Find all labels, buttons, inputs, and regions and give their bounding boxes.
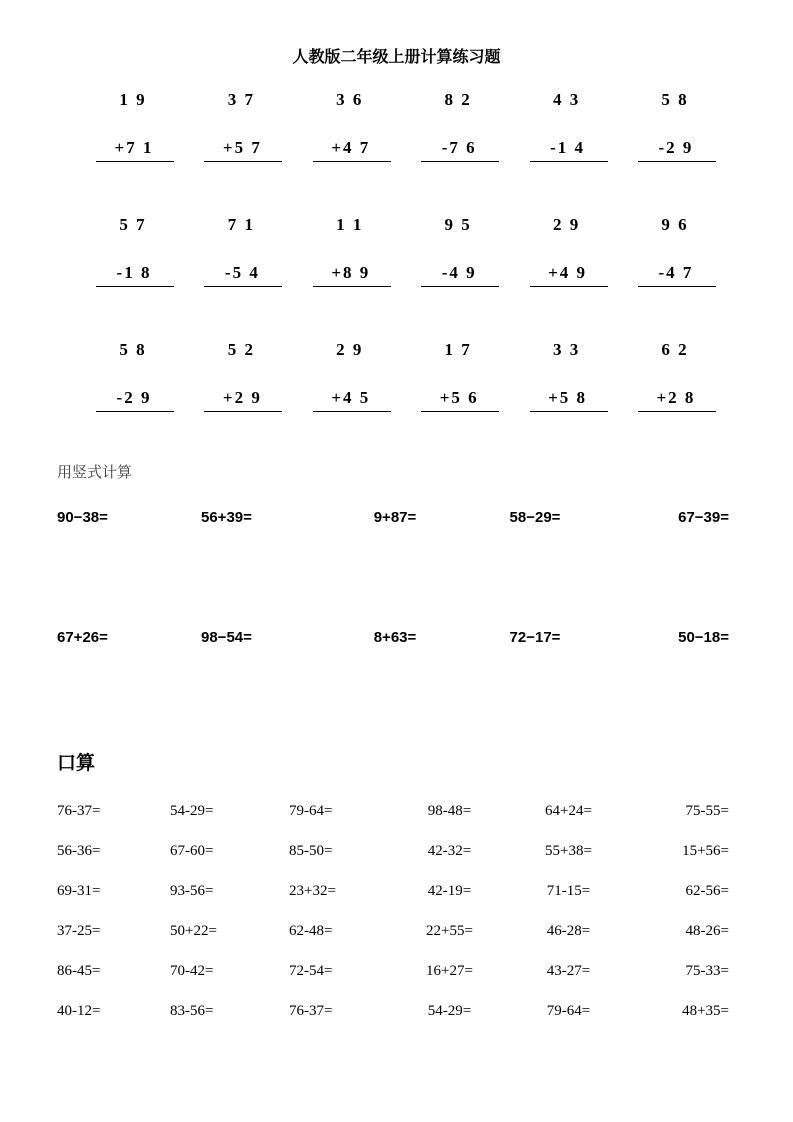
vertical-problem	[96, 88, 174, 162]
operand-bottom: -2 9	[96, 386, 174, 412]
operand-top: 6 2	[661, 340, 689, 359]
operand-top: 2 9	[336, 340, 364, 359]
vertical-problem	[313, 213, 391, 287]
problem-cell: 98−54=	[201, 629, 252, 646]
vertical-problem	[638, 88, 716, 162]
mental-row	[57, 911, 729, 951]
operand-bottom: +5 7	[204, 136, 282, 162]
written-problems-row-2	[57, 628, 729, 648]
operand-top: 5 8	[119, 340, 147, 359]
spacer	[530, 237, 608, 261]
spacer	[421, 362, 499, 386]
spacer	[530, 112, 608, 136]
section-heading-written-form: 用竖式计算	[57, 465, 133, 481]
operand-bottom: +7 1	[96, 136, 174, 162]
problem-cell: 71-15=	[546, 882, 591, 899]
mental-row	[57, 791, 729, 831]
spacer	[204, 112, 282, 136]
operand-top: 9 6	[661, 215, 689, 234]
spacer	[313, 237, 391, 261]
problem-cell: 48-26=	[685, 922, 729, 939]
problem-cell: 43-27=	[546, 962, 591, 979]
problem-cell: 48+35=	[682, 1002, 729, 1019]
problem-cell: 54-29=	[427, 1002, 472, 1019]
vertical-problem	[313, 88, 391, 162]
vertical-problem	[530, 338, 608, 412]
vertical-problem	[530, 88, 608, 162]
problem-cell: 85-50=	[289, 842, 333, 859]
problem-cell: 23+32=	[289, 882, 336, 899]
problem-cell: 83-56=	[170, 1002, 214, 1019]
problem-cell: 40-12=	[57, 1002, 101, 1019]
vertical-problem	[421, 88, 499, 162]
spacer	[96, 362, 174, 386]
spacer	[204, 362, 282, 386]
problem-cell: 72−17=	[509, 629, 561, 646]
operand-bottom: +5 8	[530, 386, 608, 412]
spacer	[638, 237, 716, 261]
vertical-problems-row-3	[96, 338, 716, 412]
spacer	[96, 237, 174, 261]
vertical-problem	[421, 213, 499, 287]
vertical-problems-row-2	[96, 213, 716, 287]
problem-cell: 67+26=	[57, 629, 108, 646]
operand-bottom: -1 8	[96, 261, 174, 287]
operand-top: 5 8	[661, 90, 689, 109]
mental-math-grid	[57, 791, 729, 1031]
problem-cell: 15+56=	[682, 842, 729, 859]
problem-cell: 79-64=	[289, 802, 333, 819]
problem-cell: 56-36=	[57, 842, 101, 859]
operand-top: 3 6	[336, 90, 364, 109]
mental-row	[57, 831, 729, 871]
written-problems-row-1	[57, 508, 729, 528]
operand-top: 1 7	[444, 340, 472, 359]
problem-cell: 37-25=	[57, 922, 101, 939]
problem-cell: 62-48=	[289, 922, 333, 939]
problem-cell: 9+87=	[373, 509, 417, 526]
problem-cell: 16+27=	[426, 962, 473, 979]
vertical-problem	[96, 213, 174, 287]
spacer	[313, 112, 391, 136]
operand-bottom: -4 9	[421, 261, 499, 287]
vertical-row	[96, 338, 716, 412]
problem-cell: 50−18=	[678, 629, 729, 646]
problem-cell: 22+55=	[426, 922, 473, 939]
operand-top: 3 3	[552, 340, 581, 359]
vertical-problem	[204, 88, 282, 162]
problem-cell: 98-48=	[427, 802, 472, 819]
operand-bottom: -5 4	[204, 261, 282, 287]
spacer	[421, 112, 499, 136]
spacer	[204, 237, 282, 261]
operand-bottom: +4 5	[313, 386, 391, 412]
operand-bottom: +4 9	[530, 261, 608, 287]
vertical-problem	[313, 338, 391, 412]
page-title: 人教版二年级上册计算练习题	[292, 49, 501, 66]
operand-bottom: +4 7	[313, 136, 391, 162]
problem-cell: 55+38=	[545, 842, 592, 859]
problem-cell: 76-37=	[57, 802, 101, 819]
operand-top: 7 1	[227, 215, 256, 234]
problem-cell: 42-19=	[427, 882, 472, 899]
problem-cell: 69-31=	[57, 882, 101, 899]
problem-cell: 76-37=	[289, 1002, 333, 1019]
problem-cell: 72-54=	[289, 962, 333, 979]
operand-top: 5 2	[227, 340, 256, 359]
problem-cell: 54-29=	[170, 802, 214, 819]
operand-bottom: -2 9	[638, 136, 716, 162]
problem-cell: 8+63=	[373, 629, 417, 646]
vertical-problem	[638, 213, 716, 287]
operand-bottom: -4 7	[638, 261, 716, 287]
spacer	[638, 362, 716, 386]
vertical-problem	[530, 213, 608, 287]
operand-bottom: -7 6	[421, 136, 499, 162]
problem-cell: 93-56=	[170, 882, 214, 899]
operand-bottom: +8 9	[313, 261, 391, 287]
spacer	[530, 362, 608, 386]
operand-bottom: -1 4	[530, 136, 608, 162]
problem-cell: 79-64=	[546, 1002, 591, 1019]
operand-bottom: +2 8	[638, 386, 716, 412]
vertical-problems-row-1	[96, 88, 716, 162]
mental-row	[57, 951, 729, 991]
operand-top: 9 5	[444, 215, 472, 234]
spacer	[96, 112, 174, 136]
operand-top: 1 9	[119, 90, 147, 109]
operand-top: 1 1	[336, 215, 364, 234]
problem-cell: 90−38=	[57, 509, 108, 526]
problem-cell: 58−29=	[509, 509, 561, 526]
section-heading-mental-math: 口算	[57, 753, 96, 774]
problem-cell: 75-55=	[685, 802, 729, 819]
vertical-row	[96, 213, 716, 287]
vertical-problem	[96, 338, 174, 412]
problem-cell: 62-56=	[685, 882, 729, 899]
operand-top: 3 7	[227, 90, 256, 109]
operand-top: 4 3	[552, 90, 581, 109]
problem-cell: 56+39=	[201, 509, 252, 526]
vertical-problem	[204, 213, 282, 287]
spacer	[638, 112, 716, 136]
mental-row	[57, 871, 729, 911]
operand-top: 8 2	[444, 90, 472, 109]
problem-cell: 70-42=	[170, 962, 214, 979]
operand-top: 2 9	[552, 215, 581, 234]
operand-top: 5 7	[119, 215, 147, 234]
problem-cell: 46-28=	[546, 922, 591, 939]
mental-row	[57, 991, 729, 1031]
spacer	[421, 237, 499, 261]
problem-cell: 67−39=	[678, 509, 729, 526]
problem-cell: 50+22=	[170, 922, 217, 939]
problem-cell: 75-33=	[685, 962, 729, 979]
vertical-problem	[204, 338, 282, 412]
spacer	[313, 362, 391, 386]
problem-cell: 64+24=	[545, 802, 592, 819]
vertical-row	[96, 88, 716, 162]
vertical-problem	[421, 338, 499, 412]
problem-cell: 42-32=	[427, 842, 472, 859]
operand-bottom: +2 9	[204, 386, 282, 412]
vertical-problem	[638, 338, 716, 412]
problem-cell: 67-60=	[170, 842, 214, 859]
operand-bottom: +5 6	[421, 386, 499, 412]
problem-cell: 86-45=	[57, 962, 101, 979]
